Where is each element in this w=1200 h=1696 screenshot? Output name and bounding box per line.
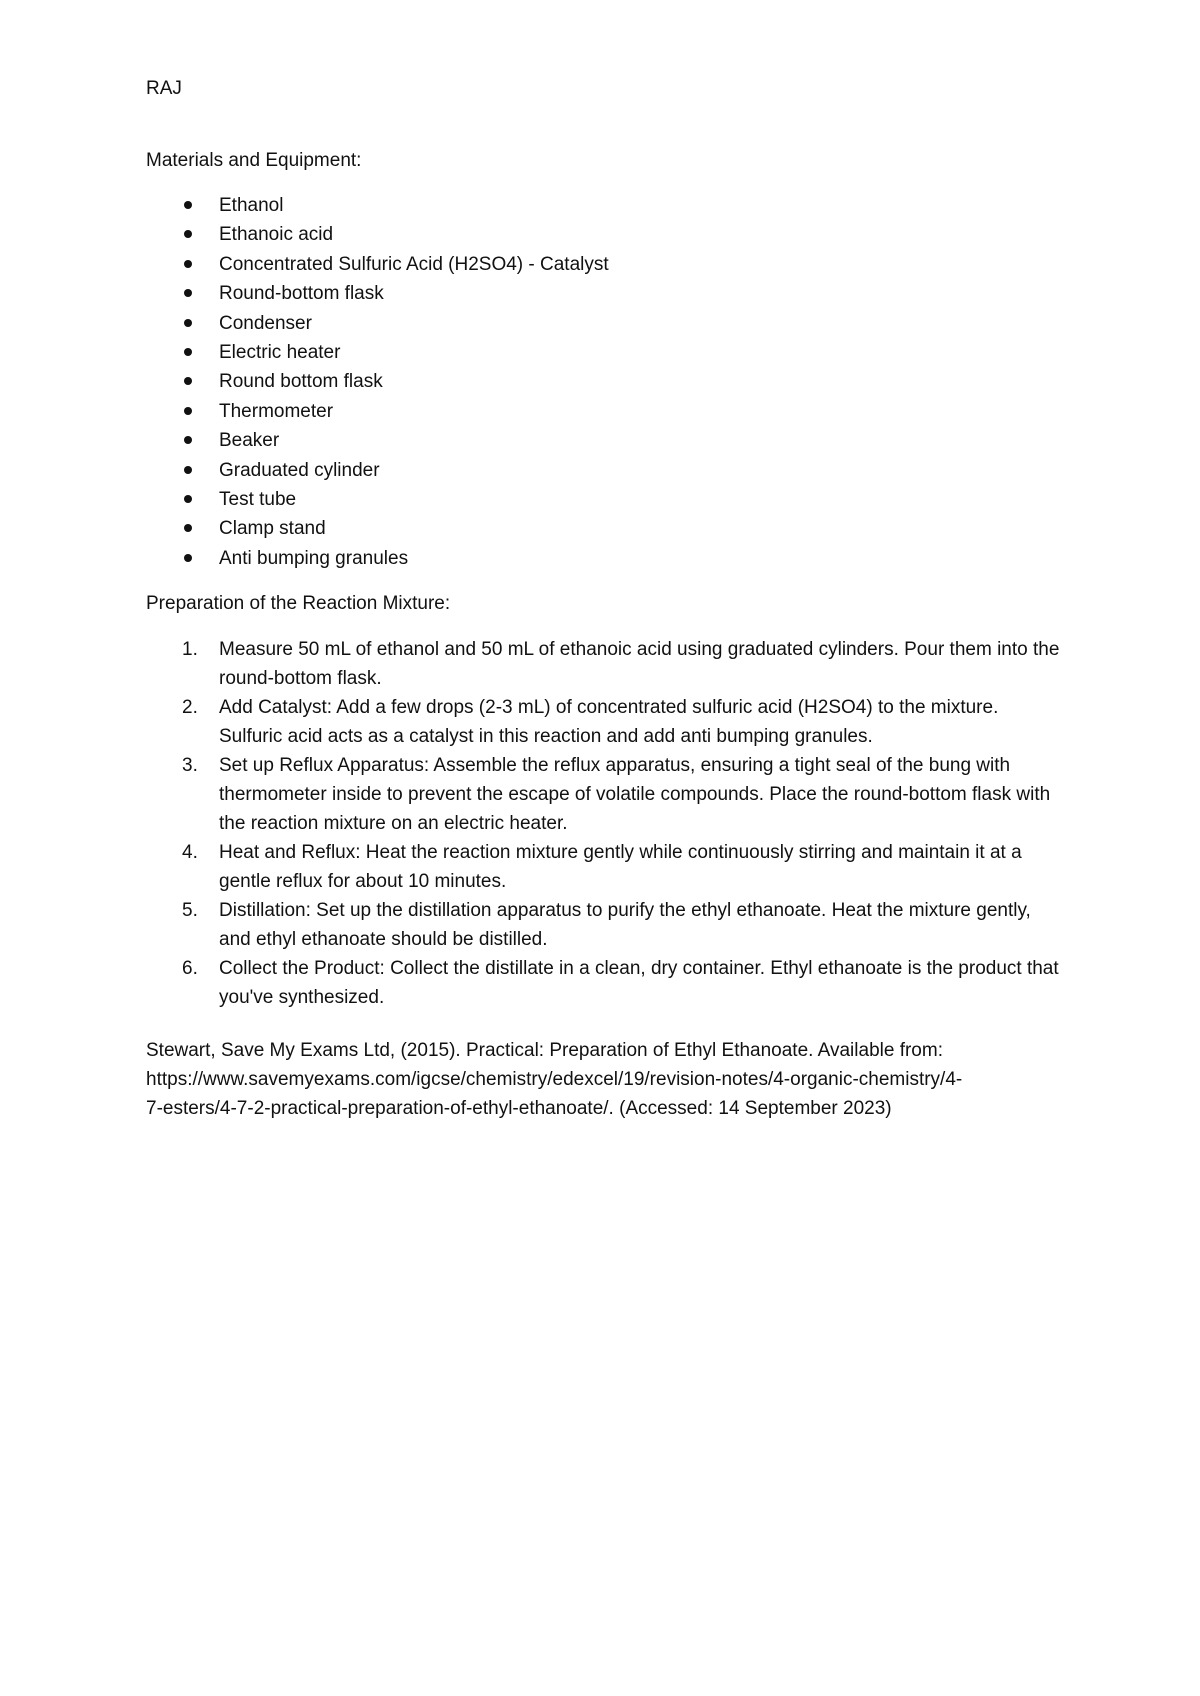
step-item — [146, 635, 1066, 693]
step-number: 3. — [182, 755, 198, 776]
step-item — [146, 693, 1066, 751]
step-item — [146, 954, 1066, 1012]
list-item: Test tube — [146, 485, 1046, 514]
bullet-icon — [184, 554, 192, 562]
list-item: Round-bottom flask — [146, 279, 1046, 308]
step-text: Heat and Reflux: Heat the reaction mixture gently while continuously stirring and maintain it at a gentle reflux for about 10 minutes. — [219, 842, 1022, 892]
reference-line: Stewart, Save My Exams Ltd, (2015). Practical: Preparation of Ethyl Ethanoate. Available from: — [146, 1040, 943, 1061]
list-item: Beaker — [146, 426, 1046, 455]
bullet-icon — [184, 407, 192, 415]
bullet-icon — [184, 289, 192, 297]
materials-heading: Materials and Equipment: — [146, 150, 362, 171]
bullet-icon — [184, 495, 192, 503]
list-item: Clamp stand — [146, 514, 1046, 543]
preparation-steps — [146, 635, 1066, 1012]
bullet-icon — [184, 436, 192, 444]
step-text: Distillation: Set up the distillation apparatus to purify the ethyl ethanoate. Heat the mixture gently, and ethyl ethanoate should be distilled. — [219, 900, 1031, 950]
list-item: Condenser — [146, 309, 1046, 338]
preparation-heading: Preparation of the Reaction Mixture: — [146, 593, 451, 614]
reference-line: 7-esters/4-7-2-practical-preparation-of-ethyl-ethanoate/. (Accessed: 14 September 2023) — [146, 1098, 892, 1119]
step-item — [146, 838, 1066, 896]
list-item: Concentrated Sulfuric Acid (H2SO4) - Catalyst — [146, 250, 1046, 279]
bullet-icon — [184, 377, 192, 385]
materials-list — [146, 191, 1046, 573]
bullet-icon — [184, 260, 192, 268]
list-item: Graduated cylinder — [146, 456, 1046, 485]
step-number: 4. — [182, 842, 198, 863]
list-item: Thermometer — [146, 397, 1046, 426]
list-item: Electric heater — [146, 338, 1046, 367]
step-number: 1. — [182, 639, 198, 660]
step-item — [146, 751, 1066, 838]
step-text: Measure 50 mL of ethanol and 50 mL of ethanoic acid using graduated cylinders. Pour them into the round-bottom flask. — [219, 639, 1060, 689]
step-number: 6. — [182, 958, 198, 979]
step-number: 2. — [182, 697, 198, 718]
reference-citation — [146, 1036, 1046, 1123]
bullet-icon — [184, 230, 192, 238]
bullet-icon — [184, 524, 192, 532]
bullet-icon — [184, 201, 192, 209]
author-header: RAJ — [146, 78, 182, 99]
list-item: Ethanol — [146, 191, 1046, 220]
step-text: Collect the Product: Collect the distillate in a clean, dry container. Ethyl ethanoate is the product that you've synthesized. — [219, 958, 1059, 1008]
step-item — [146, 896, 1066, 954]
list-item: Anti bumping granules — [146, 544, 1046, 573]
step-text: Add Catalyst: Add a few drops (2-3 mL) of concentrated sulfuric acid (H2SO4) to the mixture. Sulfuric acid acts as a catalyst in this reaction and add anti bumping granules. — [219, 697, 999, 747]
bullet-icon — [184, 348, 192, 356]
bullet-icon — [184, 319, 192, 327]
reference-url: https://www.savemyexams.com/igcse/chemistry/edexcel/19/revision-notes/4-organic-chemistry/4- — [146, 1069, 963, 1090]
step-number: 5. — [182, 900, 198, 921]
bullet-icon — [184, 466, 192, 474]
list-item: Round bottom flask — [146, 367, 1046, 396]
step-text: Set up Reflux Apparatus: Assemble the reflux apparatus, ensuring a tight seal of the bung with thermometer inside to prevent the escape of volatile compounds. Place the round-bottom flask with the reaction mixture on an electric heater. — [219, 755, 1051, 834]
list-item: Ethanoic acid — [146, 220, 1046, 249]
